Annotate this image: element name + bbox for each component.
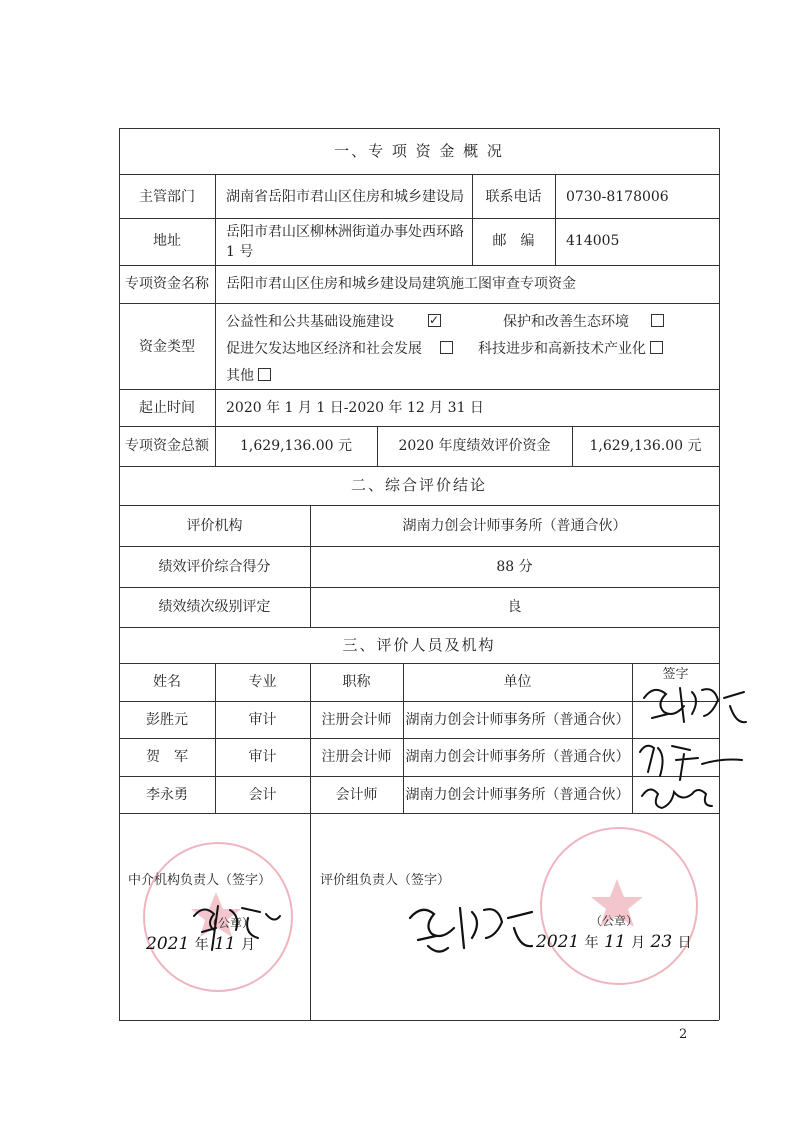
row-name: 贺 军	[146, 749, 188, 765]
row-unit: 湖南力创会计师事务所（普通合伙）	[405, 749, 630, 765]
team-head-signature	[400, 894, 550, 964]
fund-name-label: 专项资金名称	[125, 276, 209, 292]
header-unit: 单位	[503, 674, 532, 690]
team-head-label: 评价组负责人（签字）	[320, 873, 451, 888]
agency-head-label: 中介机构负责人（签字）	[128, 873, 272, 888]
agency-seal-label: （公章）	[206, 916, 255, 930]
type-option-underdeveloped: 促进欠发达地区经济和社会发展	[226, 340, 453, 358]
row-unit: 湖南力创会计师事务所（普通合伙）	[405, 787, 630, 803]
addr-value-line1: 岳阳市君山区柳林洲街道办事处西环路	[226, 224, 464, 240]
row-title: 注册会计师	[321, 712, 392, 728]
row-major: 会计	[248, 787, 277, 803]
type-option-ecology: 保护和改善生态环境	[503, 313, 664, 331]
grade-label: 绩效绩次级别评定	[158, 599, 271, 615]
phone-value: 0730-8178006	[566, 189, 669, 205]
agency-date: 2021 年 11 月	[146, 934, 256, 954]
seal-star-icon	[540, 827, 694, 981]
checkbox-icon[interactable]	[651, 314, 664, 327]
phone-label: 联系电话	[485, 189, 542, 205]
fund-name-value: 岳阳市君山区住房和城乡建设局建筑施工图审查专项资金	[226, 276, 576, 292]
period-value: 2020 年 1 月 1 日-2020 年 12 月 31 日	[226, 400, 484, 416]
team-seal-label: （公章）	[590, 914, 639, 928]
zip-value: 414005	[566, 233, 620, 249]
total-label: 专项资金总额	[125, 438, 209, 454]
eval-fund-label: 2020 年度绩效评价资金	[398, 438, 551, 454]
section2-title: 二、综合评价结论	[350, 476, 487, 494]
dept-label: 主管部门	[139, 189, 195, 205]
header-title: 职称	[342, 674, 371, 690]
row-major: 审计	[248, 712, 277, 728]
checkbox-icon[interactable]	[440, 341, 453, 354]
score-value: 88 分	[496, 559, 533, 575]
section3-title: 三、评价人员及机构	[342, 636, 496, 654]
checkbox-icon[interactable]	[258, 368, 271, 381]
row-title: 注册会计师	[321, 749, 392, 765]
row-major: 审计	[248, 749, 277, 765]
section1-title: 一、专 项 资 金 概 况	[334, 142, 504, 160]
team-date: 2021 年 11 月 23 日	[536, 932, 692, 952]
addr-label: 地址	[153, 233, 181, 249]
agency-head-signature	[188, 896, 288, 956]
header-name: 姓名	[153, 674, 181, 690]
eval-fund-value: 1,629,136.00 元	[589, 438, 702, 454]
type-option-other: 其他	[226, 367, 271, 385]
addr-value-line2: 1 号	[226, 244, 254, 260]
row-title: 会计师	[335, 787, 378, 803]
handwritten-signatures	[632, 668, 752, 816]
grade-value: 良	[507, 599, 522, 615]
dept-value: 湖南省岳阳市君山区住房和城乡建设局	[226, 189, 464, 205]
score-label: 绩效评价综合得分	[158, 559, 271, 575]
period-label: 起止时间	[139, 400, 195, 416]
zip-label: 邮 编	[492, 233, 535, 249]
header-sign: 签字	[662, 667, 689, 682]
checkbox-checked-icon[interactable]	[428, 314, 441, 327]
type-option-public: 公益性和公共基础设施建设✓	[226, 313, 441, 331]
checkbox-icon[interactable]	[650, 341, 663, 354]
type-label: 资金类型	[139, 339, 195, 355]
row-unit: 湖南力创会计师事务所（普通合伙）	[405, 712, 630, 728]
row-name: 彭胜元	[146, 712, 188, 728]
org-label: 评价机构	[186, 518, 243, 534]
type-option-tech: 科技进步和高新技术产业化	[478, 340, 663, 358]
header-major: 专业	[248, 674, 277, 690]
org-value: 湖南力创会计师事务所（普通合伙）	[402, 518, 627, 534]
row-name: 李永勇	[146, 787, 188, 803]
total-value: 1,629,136.00 元	[240, 438, 352, 454]
page-number: 2	[679, 1027, 688, 1042]
